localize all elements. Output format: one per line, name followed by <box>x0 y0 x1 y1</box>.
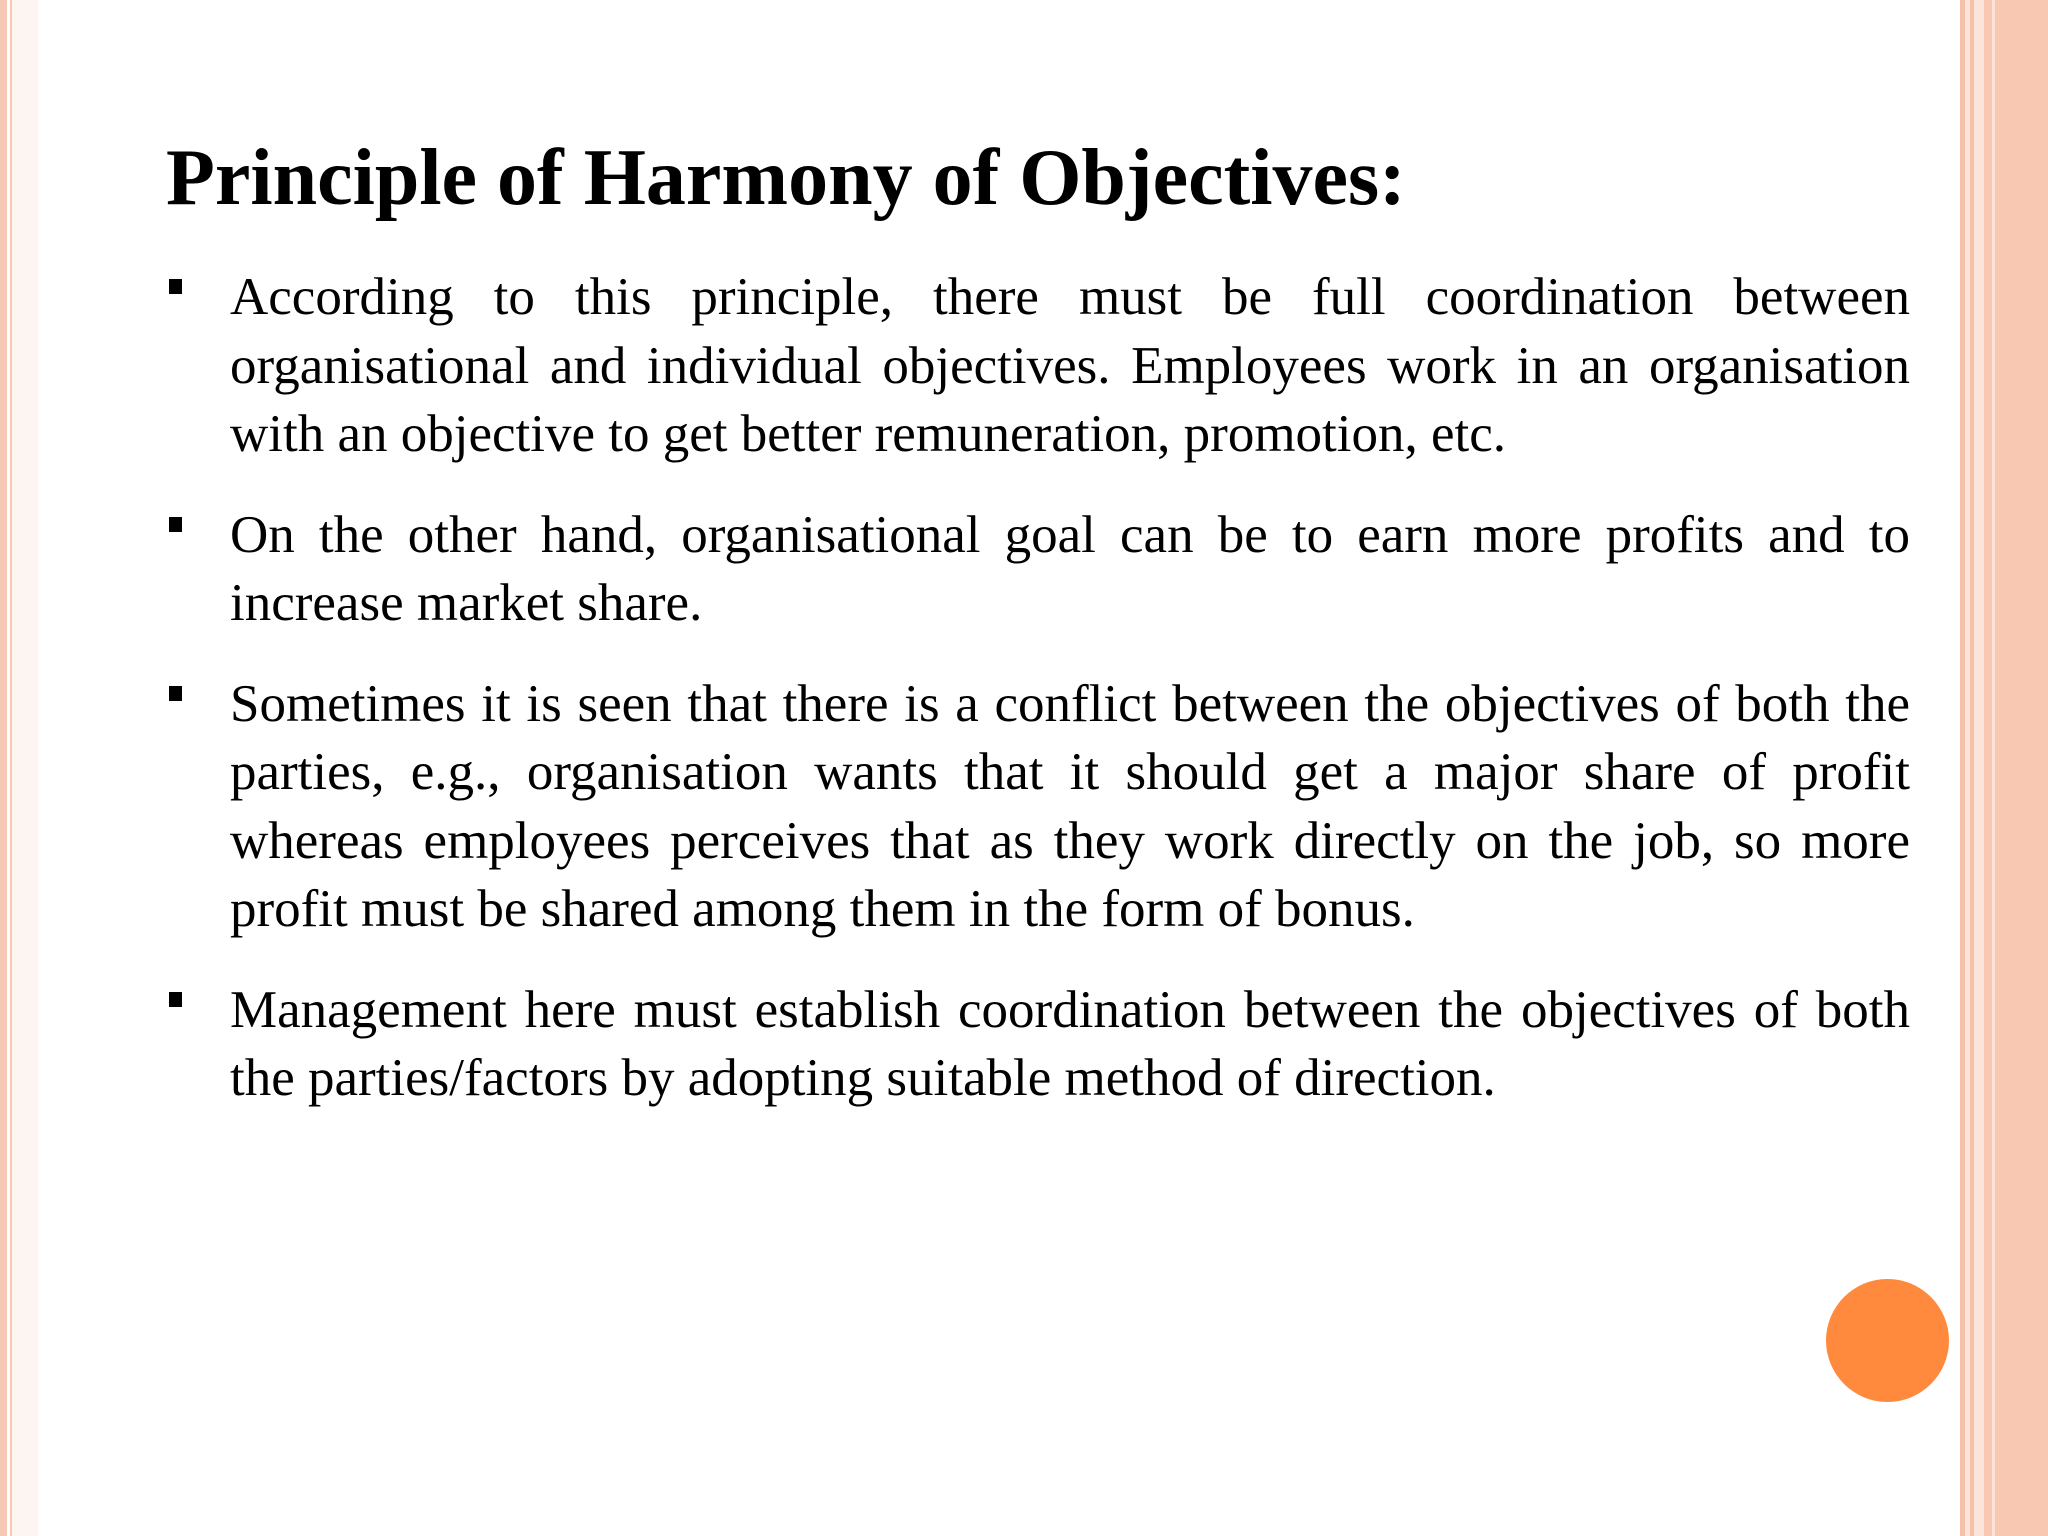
bullet-text: Sometimes it is seen that there is a conflict between the objectives of both the parties, e.g., organisation wants that it should get a major share of profit whereas employees perceives that as they work directly on the job, so more profit must be shared among them in the form of bonus. <box>230 674 1910 938</box>
right-border-highlight <box>1992 0 1995 1536</box>
bullet-text: Management here must establish coordination between the objectives of both the parties/factors by adopting suitable method of direction. <box>230 980 1910 1107</box>
left-border-stripe <box>0 0 7 1536</box>
square-bullet-icon <box>169 279 182 294</box>
left-border-tint <box>12 0 38 1536</box>
square-bullet-icon <box>169 992 182 1007</box>
bullet-item <box>166 263 1910 469</box>
bullet-list <box>166 263 1910 1113</box>
bullet-text: According to this principle, there must be full coordination between organisational and individual objectives. Employees work in an organisation with an objective to get better remuneration, promotion, etc. <box>230 268 1910 463</box>
bullet-item <box>166 976 1910 1113</box>
right-border-line <box>1960 0 1965 1536</box>
orange-circle-decoration <box>1826 1279 1949 1402</box>
bullet-text: On the other hand, organisational goal can be to earn more profits and to increase market share. <box>230 505 1910 632</box>
square-bullet-icon <box>169 686 182 701</box>
bullet-item <box>166 670 1910 944</box>
right-border-line <box>1970 0 1974 1536</box>
square-bullet-icon <box>169 517 182 532</box>
slide-title: Principle of Harmony of Objectives: <box>166 134 1406 222</box>
bullet-item <box>166 501 1910 638</box>
